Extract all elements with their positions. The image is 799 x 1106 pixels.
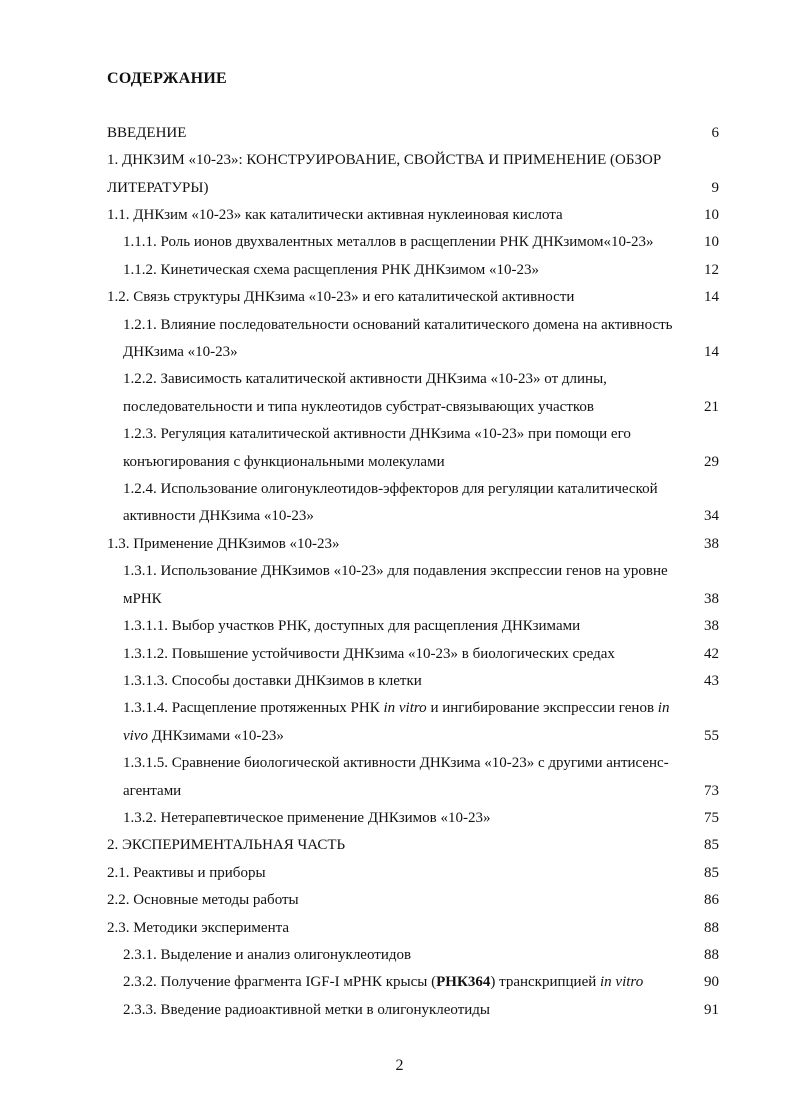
toc-entry-text: 2.1. Реактивы и приборы <box>107 865 266 881</box>
toc-entry-text: 1.1. ДНКзим «10-23» как каталитически активная нуклеиновая кислота <box>107 207 563 223</box>
toc-entry-page: 86 <box>704 892 719 908</box>
toc-entry-page: 12 <box>704 262 719 278</box>
toc-entry-text: 1.1.1. Роль ионов двухвалентных металлов в расщеплении РНК ДНКзимом«10-23» <box>123 234 654 250</box>
toc-entry-page: 38 <box>704 618 719 634</box>
toc-entry-text: 2.3. Методики эксперимента <box>107 920 289 936</box>
toc-entry-text: 1.1.2. Кинетическая схема расщепления РНК ДНКзимом «10-23» <box>123 262 540 278</box>
toc-entry-text: конъюгирования с функциональными молекулами <box>123 454 445 470</box>
toc-entry-page: 55 <box>704 728 719 744</box>
toc-entry-text: 2.2. Основные методы работы <box>107 892 299 908</box>
toc-entry-text: агентами <box>123 783 182 799</box>
toc-entry-page: 42 <box>704 646 719 662</box>
toc-entry-page: 73 <box>704 783 719 799</box>
toc-entry-text: 1.3.1.3. Способы доставки ДНКзимов в клетки <box>123 673 422 689</box>
toc-entry-text: активности ДНКзима «10-23» <box>123 508 314 524</box>
toc-entry-page: 75 <box>704 810 719 826</box>
page-heading: СОДЕРЖАНИЕ <box>107 70 228 87</box>
toc-entry-text: 1.2.4. Использование олигонуклеотидов-эффекторов для регуляции каталитической <box>123 481 658 497</box>
toc-entry-page: 85 <box>704 837 719 853</box>
toc-entry-text: 1. ДНКЗИМ «10-23»: КОНСТРУИРОВАНИЕ, СВОЙСТВА И ПРИМЕНЕНИЕ (ОБЗОР <box>107 152 662 168</box>
toc-entry-text: 1.3.1.4. Расщепление протяженных РНК in vitro и ингибирование экспрессии генов in <box>123 700 670 716</box>
toc-entry-page: 38 <box>704 591 719 607</box>
toc-entry-text: 2.3.3. Введение радиоактивной метки в олигонуклеотиды <box>123 1002 490 1018</box>
toc-entry-page: 88 <box>704 920 719 936</box>
page-number: 2 <box>395 1057 404 1074</box>
toc-entry-text: 1.3.1.2. Повышение устойчивости ДНКзима «10-23» в биологических средах <box>123 646 615 662</box>
toc-entry-text: vivo ДНКзимами «10-23» <box>123 728 284 744</box>
toc-entry-page: 6 <box>711 125 719 141</box>
toc-entry-text: 1.3.1. Использование ДНКзимов «10-23» для подавления экспрессии генов на уровне <box>123 563 668 579</box>
toc-entry-text: 2.3.1. Выделение и анализ олигонуклеотидов <box>123 947 412 963</box>
toc-entry-text: 1.3.1.5. Сравнение биологической активности ДНКзима «10-23» с другими антисенс- <box>123 755 669 771</box>
toc-entry-text: 1.3. Применение ДНКзимов «10-23» <box>107 536 340 552</box>
toc-entry-page: 10 <box>704 234 719 250</box>
toc-entry-text: ВВЕДЕНИЕ <box>107 125 187 141</box>
toc-entry-text: 1.2.3. Регуляция каталитической активности ДНКзима «10-23» при помощи его <box>123 426 631 442</box>
toc-entry-page: 90 <box>704 974 719 990</box>
toc-entry-page: 38 <box>704 536 719 552</box>
toc-entry-text: мРНК <box>123 591 162 607</box>
toc-entry-page: 34 <box>704 508 719 524</box>
toc-entry-text: ДНКзима «10-23» <box>123 344 238 360</box>
toc-entry-page: 10 <box>704 207 719 223</box>
toc-entry-page: 14 <box>704 344 719 360</box>
toc-entry-text: 1.3.1.1. Выбор участков РНК, доступных для расщепления ДНКзимами <box>123 618 581 634</box>
toc-entry-text: последовательности и типа нуклеотидов субстрат-связывающих участков <box>123 399 594 415</box>
toc-entry-page: 9 <box>711 180 719 196</box>
toc-entry-page: 29 <box>704 454 719 470</box>
toc-entry-text: 1.2.2. Зависимость каталитической активности ДНКзима «10-23» от длины, <box>123 371 607 387</box>
toc-entry-text: 1.3.2. Нетерапевтическое применение ДНКзимов «10-23» <box>123 810 491 826</box>
toc-entry-page: 43 <box>704 673 719 689</box>
toc-entry-text: 1.2.1. Влияние последовательности оснований каталитического домена на активность <box>123 317 673 333</box>
toc-entry-text: ЛИТЕРАТУРЫ) <box>107 180 209 196</box>
toc-entry-page: 85 <box>704 865 719 881</box>
toc-entry-page: 91 <box>704 1002 719 1018</box>
toc-entry-page: 88 <box>704 947 719 963</box>
toc-entry-text: 1.2. Связь структуры ДНКзима «10-23» и его каталитической активности <box>107 289 575 305</box>
toc-entry-text: 2.3.2. Получение фрагмента IGF-I мРНК крысы (РНК364) транскрипцией in vitro <box>123 974 644 990</box>
toc-entry-page: 14 <box>704 289 719 305</box>
toc-entry-text: 2. ЭКСПЕРИМЕНТАЛЬНАЯ ЧАСТЬ <box>107 837 346 853</box>
toc-entry-page: 21 <box>704 399 719 415</box>
